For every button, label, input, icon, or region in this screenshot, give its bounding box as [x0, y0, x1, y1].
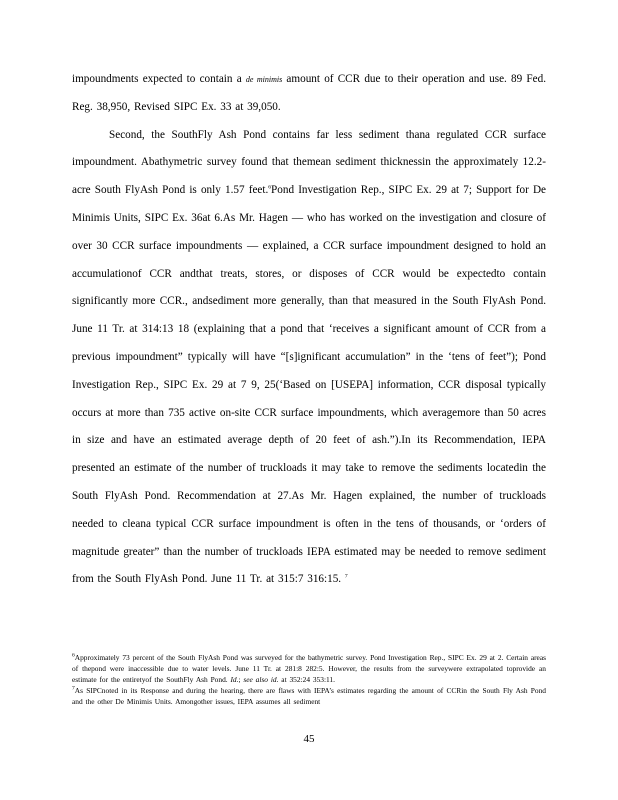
footnote-7-mark: 7 — [72, 685, 75, 692]
footnote-6 — [72, 652, 546, 685]
paragraph-2-text-b: Pond Investigation Rep., SIPC Ex. 29 at 7; Support for De Minimis Units, SIPC Ex. 36at 6.As Mr. Hagen — who has worked on the investigation and closure of over 30 CCR surface impoundments — explained, a CCR surface impoundment designed to hold an accumulationof CCR andthat treats, stores, or disposes of CCR would be expectedto contain significantly more CCR., andsediment more generally, than that measured in the South FlyAsh Pond. June 11 Tr. at 314:13 18 (explaining that a pond that ‘receives a significant amount of CCR from a previous impoundment” typically will have “[s]ignificant accumulation” in the ‘tens of feet”); Pond Investigation Rep., SIPC Ex. 29 at 7 9, 25(‘Based on [USEPA] information, CCR disposal typically occurs at more than 735 active on-site CCR surface impoundments, which averagemore than 50 acres in size and have an estimated average depth of 20 feet of ash.”).In its Recommendation, IEPA presented an estimate of the number of truckloads it may take to remove the sediments locatedin the South FlyAsh Pond. Recommendation at 27.As Mr. Hagen explained, the number of truckloads needed to cleana typical CCR surface impoundment is often in the tens of thousands, or ‘orders of magnitude greater” than the number of truckloads IEPA estimated may be needed to remove sediment from the South FlyAsh Pond. June 11 Tr. at 315:7 316:15. — [72, 184, 546, 586]
footnote-7-ref: 7 — [344, 573, 348, 580]
paragraph-2 — [72, 122, 546, 595]
footnote-6-text-c: at 352:24 353:11. — [278, 675, 335, 684]
footnote-6-ref: 6 — [268, 184, 272, 191]
de-minimis-term: de minimis — [245, 75, 283, 84]
paragraph-2-text-a: Second, the SouthFly Ash Pond contains far less sediment thana regulated CCR surface impoundment. Abathymetric survey found that themean sediment thicknessin the approximately 12.2- acre South FlyAsh Pond is only 1.57 feet. — [72, 128, 546, 197]
footnote-6-id: Id. — [230, 675, 239, 684]
paragraph-1 — [72, 66, 546, 122]
page-number: 45 — [303, 733, 315, 745]
footnote-6-text-a: Approximately 73 percent of the South FlyAsh Pond was surveyed for the bathymetric survey. Pond Investigation Rep., SIPC Ex. 29 at 2. Certain areas of thepond were inaccessible due to water levels. June 11 Tr. at 281:8 282:5. However, the results from the surveywere extrapolated toprovide an estimate for the entiretyof the SouthFly Ash Pond. — [72, 653, 546, 684]
paragraph-1-text-b: amount of CCR due to their operation and use. 89 Fed. Reg. 38,950, Revised SIPC Ex. 33 at 39,050. — [72, 73, 547, 113]
footnote-6-see-also: see also id. — [243, 675, 279, 684]
paragraph-1-text-a: impoundments expected to contain a — [72, 73, 246, 85]
footnote-6-text-b: ; — [238, 675, 244, 684]
footnote-7-text: As SIPCnoted in its Response and during the hearing, there are flaws with IEPA’s estimates regarding the amount of CCRin the South Fly Ash Pond and the other De Minimis Units. Amongother issues, IEPA assumes all sediment — [72, 686, 546, 706]
footnotes — [72, 652, 546, 707]
footnote-6-mark: 6 — [72, 652, 75, 659]
footnote-7 — [72, 685, 546, 707]
body-text — [72, 66, 546, 594]
